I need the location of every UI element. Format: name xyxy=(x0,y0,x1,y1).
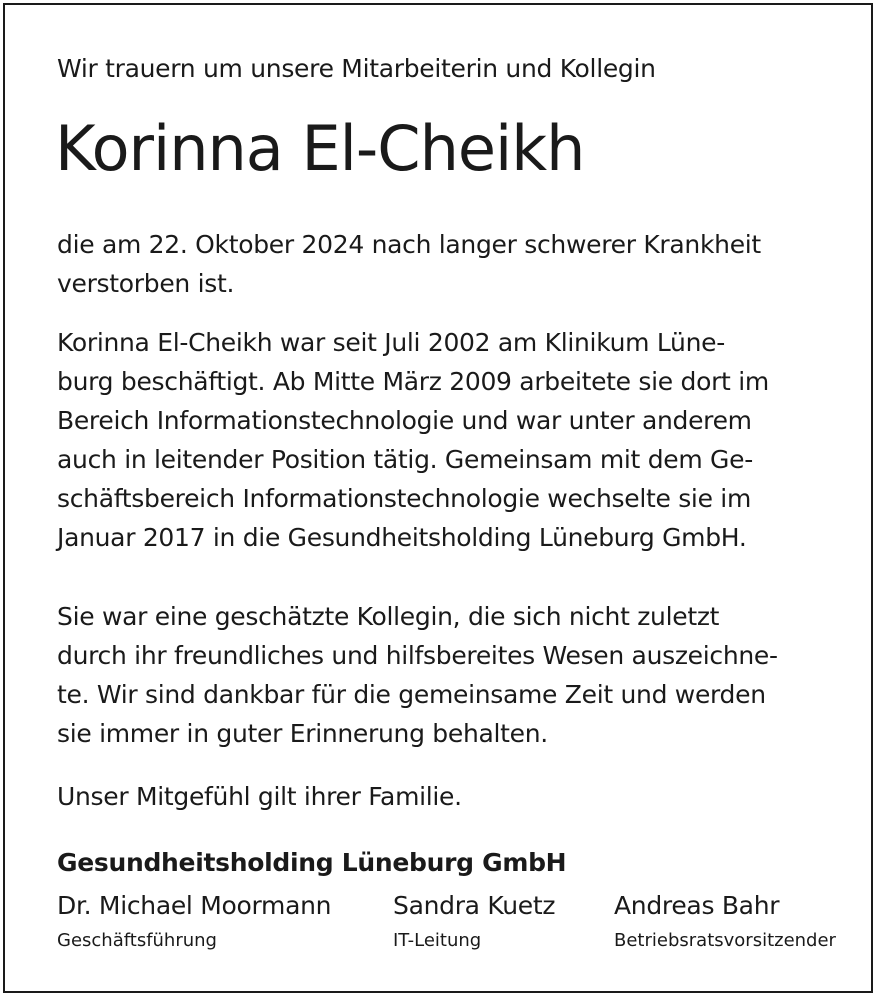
paragraph-death-announcement xyxy=(57,225,847,303)
text-line: Unser Mitgefühl gilt ihrer Familie. xyxy=(57,782,462,811)
text-line: burg beschäftigt. Ab Mitte März 2009 arbeitete sie dort im xyxy=(57,367,769,396)
text-line: schäftsbereich Informationstechnologie wechselte sie im xyxy=(57,484,751,513)
text-line: auch in leitender Position tätig. Gemeinsam mit dem Ge- xyxy=(57,445,753,474)
text-line: verstorben ist. xyxy=(57,269,235,298)
text-line: te. Wir sind dankbar für die gemeinsame Zeit und werden xyxy=(57,680,766,709)
deceased-name: Korinna El-Cheikh xyxy=(55,112,585,185)
text-line: Sie war eine geschätzte Kollegin, die sich nicht zuletzt xyxy=(57,602,720,631)
signatory-name: Sandra Kuetz xyxy=(393,891,556,920)
signatory-role: IT-Leitung xyxy=(393,930,482,951)
organization-name: Gesundheitsholding Lüneburg GmbH xyxy=(57,848,567,877)
text-line: Januar 2017 in die Gesundheitsholding Lüneburg GmbH. xyxy=(57,523,747,552)
signatory xyxy=(57,889,331,953)
signatory-role: Geschäftsführung xyxy=(57,930,217,951)
signatory xyxy=(614,889,836,953)
intro-text: Wir trauern um unsere Mitarbeiterin und Kollegin xyxy=(57,54,656,83)
text-line: die am 22. Oktober 2024 nach langer schwerer Krankheit xyxy=(57,230,761,259)
paragraph-tribute xyxy=(57,597,847,753)
text-line: durch ihr freundliches und hilfsbereites Wesen auszeichne- xyxy=(57,641,778,670)
signatory-name: Dr. Michael Moormann xyxy=(57,891,332,920)
text-line: Korinna El-Cheikh war seit Juli 2002 am Klinikum Lüne- xyxy=(57,328,725,357)
text-line: sie immer in guter Erinnerung behalten. xyxy=(57,719,548,748)
signatory xyxy=(393,889,555,953)
signatory-role: Betriebsratsvorsitzender xyxy=(614,930,836,951)
text-line: Bereich Informationstechnologie und war unter anderem xyxy=(57,406,752,435)
paragraph-condolence xyxy=(57,777,847,816)
obituary-notice-frame xyxy=(3,3,873,993)
paragraph-career xyxy=(57,323,847,557)
signatory-name: Andreas Bahr xyxy=(614,891,780,920)
